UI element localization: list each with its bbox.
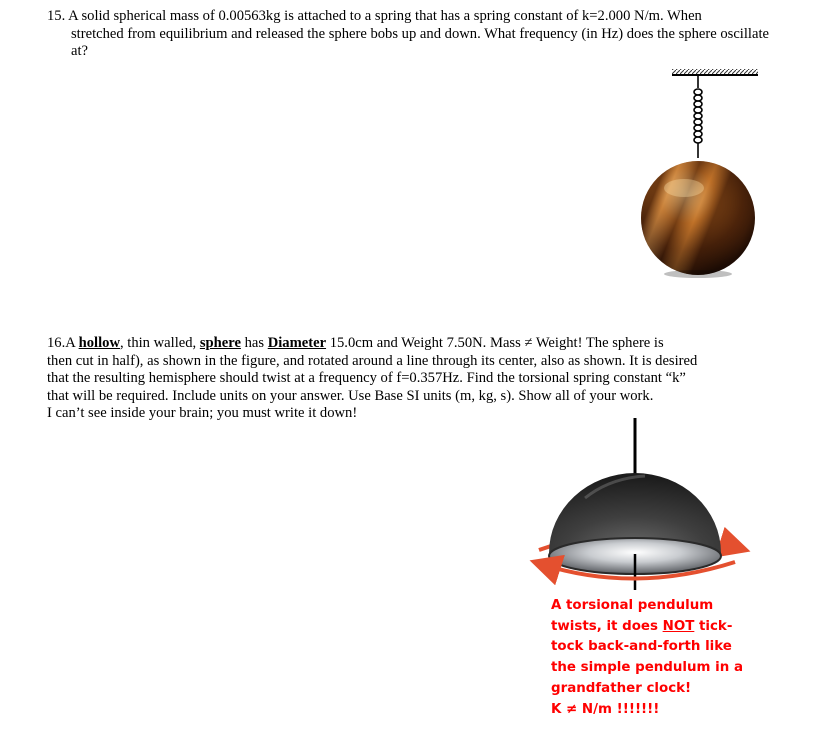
tiger-eye-sphere bbox=[641, 161, 755, 278]
question-16 bbox=[47, 335, 772, 423]
spring-mass-figure bbox=[640, 66, 760, 281]
question-15-continuation: stretched from equilibrium and released the sphere bobs up and down. What frequency (in Hz) does the sphere oscillate at? bbox=[71, 25, 769, 59]
note-line-1: A torsional pendulum bbox=[551, 598, 714, 613]
keyword-hollow: hollow bbox=[78, 335, 120, 351]
question-16-line-1: 16.A hollow, thin walled, sphere has Diameter 15.0cm and Weight 7.50N. Mass ≠ Weight! The sphere is bbox=[47, 335, 664, 351]
emphasis-not: NOT bbox=[662, 618, 695, 634]
question-16-line-5: I can’t see inside your brain; you must write it down! bbox=[47, 405, 358, 421]
question-15-line-1: 15. A solid spherical mass of 0.00563kg is attached to a spring that has a spring constant of k=2.000 N/m. When bbox=[47, 8, 702, 24]
question-15 bbox=[47, 8, 772, 61]
question-16-line-3: that the resulting hemisphere should twist at a frequency of f=0.357Hz. Find the torsional spring constant “k” bbox=[47, 370, 686, 386]
question-16-line-2: then cut in half), as shown in the figure, and rotated around a line through its center, also as shown. It is desired bbox=[47, 352, 698, 369]
spring bbox=[694, 75, 702, 158]
note-line-5: grandfather clock! bbox=[551, 680, 692, 696]
note-line-6: K ≠ N/m !!!!!!! bbox=[551, 701, 660, 717]
note-line-2: twists, it does NOT tick- bbox=[551, 618, 733, 634]
hemisphere-figure bbox=[525, 418, 755, 593]
torsional-pendulum-note bbox=[551, 596, 751, 720]
note-line-3: tock back-and-forth like bbox=[551, 639, 732, 655]
keyword-sphere: sphere bbox=[199, 335, 241, 351]
keyword-diameter: Diameter bbox=[267, 335, 327, 351]
question-16-line-4: that will be required. Include units on your answer. Use Base SI units (m, kg, s). Show all of your work. bbox=[47, 387, 654, 404]
note-line-4: the simple pendulum in a bbox=[551, 660, 743, 676]
